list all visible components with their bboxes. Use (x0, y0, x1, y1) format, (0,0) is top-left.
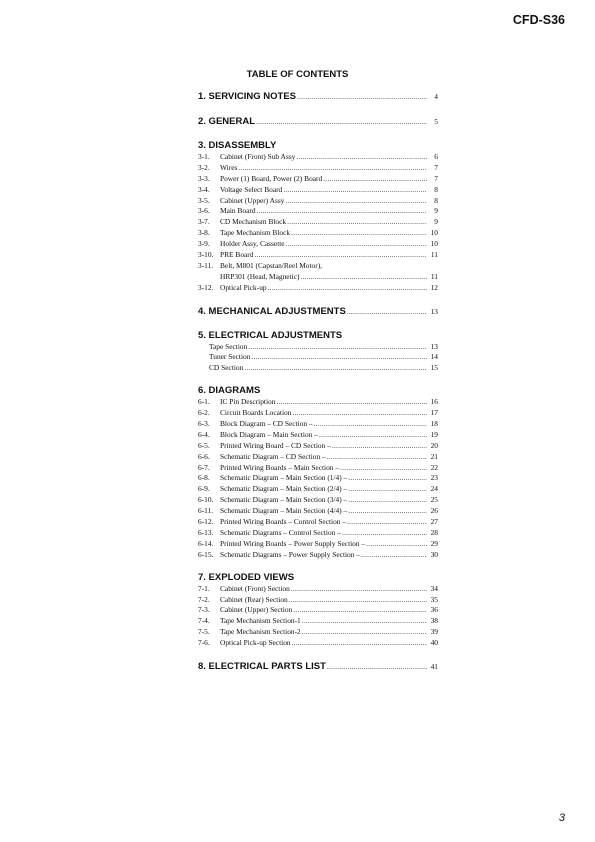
dot-leader (286, 239, 427, 250)
toc-entry-number: 3-3. (198, 173, 210, 183)
dot-leader (342, 528, 427, 539)
toc-entry-number: 3-1. (198, 152, 210, 161)
dot-leader (276, 397, 427, 408)
toc-section-electrical-parts-list (198, 660, 438, 674)
toc-entry (198, 228, 438, 239)
toc-entry-page: 41 (430, 661, 438, 671)
toc-section-mechanical-adjustments (198, 305, 438, 319)
toc-section-exploded-views (198, 572, 438, 649)
dot-leader (327, 660, 427, 674)
toc-entry (198, 261, 438, 272)
toc-entry-page: 18 (430, 419, 438, 429)
toc-entry-page: 14 (430, 352, 438, 362)
toc-entry-label: 1. SERVICING NOTES (198, 91, 297, 102)
section-heading: 6. DIAGRAMS (198, 385, 261, 397)
toc-entry-label: Tape Mechanism Section-1 (220, 616, 301, 626)
toc-entry-page: 15 (430, 363, 438, 373)
toc-entry-number: 7-3. (198, 605, 210, 615)
toc-entry-label: Tape Section (209, 341, 248, 351)
toc-entry-number: 3-5. (198, 195, 210, 205)
toc-entry-page: 38 (430, 616, 438, 626)
dot-leader (292, 408, 427, 419)
toc-entry (198, 495, 438, 506)
toc-title: TABLE OF CONTENTS (246, 69, 349, 80)
toc-entry-page: 40 (430, 638, 438, 648)
dot-leader (283, 185, 427, 196)
toc-entry-number: 3-10. (198, 250, 214, 260)
toc-entry-number: 6-3. (198, 419, 210, 429)
dot-leader (366, 539, 427, 550)
dot-leader (238, 163, 427, 174)
toc-entry-page: 13 (430, 306, 438, 316)
toc-entry (198, 352, 438, 363)
toc-entry-page: 22 (430, 462, 438, 472)
dot-leader (251, 352, 427, 363)
toc-entry (198, 616, 438, 627)
toc-entry-page: 24 (430, 484, 438, 494)
toc-entry (198, 506, 438, 517)
toc-entry-number: 3-4. (198, 184, 210, 194)
toc-entry-page: 9 (434, 206, 438, 216)
toc-entry-page: 23 (430, 473, 438, 483)
dot-leader (300, 272, 427, 283)
toc-entry-label: Schematic Diagrams – Power Supply Section – (220, 549, 360, 559)
toc-entry-number: 6-12. (198, 517, 214, 527)
dot-leader (327, 452, 427, 463)
toc-section-diagrams (198, 385, 438, 560)
table-of-contents (198, 90, 438, 685)
toc-entry-number: 3-2. (198, 162, 210, 172)
dot-leader (254, 250, 427, 261)
toc-entry-page: 19 (430, 429, 438, 439)
toc-entry-label: Schematic Diagram – Main Section (3/4) – (220, 495, 348, 505)
toc-entry-label: 2. GENERAL (198, 116, 256, 127)
toc-entry-label: Printed Wiring Boards – Control Section – (220, 517, 347, 527)
toc-entry-page: 16 (430, 397, 438, 407)
toc-entry (198, 342, 438, 353)
toc-entry-label: CD Mechanism Block (220, 217, 287, 227)
toc-section-electrical-adjustments (198, 330, 438, 375)
dot-leader (347, 305, 427, 319)
dot-leader (347, 517, 427, 528)
dot-leader (361, 550, 427, 561)
toc-entry-page: 7 (434, 173, 438, 183)
dot-leader (323, 174, 427, 185)
toc-entry (198, 528, 438, 539)
dot-leader (348, 484, 427, 495)
dot-leader (302, 627, 427, 638)
toc-entry (198, 174, 438, 185)
toc-entry (198, 517, 438, 528)
toc-entry-number: 6-9. (198, 484, 210, 494)
toc-entry-label: Tape Mechanism Section-2 (220, 627, 301, 637)
toc-entry (198, 90, 438, 104)
toc-entry-number: 3-8. (198, 228, 210, 238)
toc-entry-number: 7-6. (198, 638, 210, 648)
toc-entry-label: Block Diagram – CD Section – (220, 419, 313, 429)
toc-entry-label: Main Board (220, 206, 256, 216)
toc-entry-page: 4 (434, 92, 438, 101)
toc-entry-page: 8 (434, 184, 438, 194)
toc-entry-page: 11 (430, 271, 438, 281)
toc-entry-label: Block Diagram – Main Section – (220, 429, 318, 439)
dot-leader (296, 152, 427, 163)
section-heading: 5. ELECTRICAL ADJUSTMENTS (198, 329, 343, 341)
toc-entry-number: 3-12. (198, 282, 214, 292)
toc-entry-page: 28 (430, 527, 438, 537)
toc-entry-page: 5 (434, 117, 438, 126)
toc-entry-label: Cabinet (Upper) Section (220, 605, 293, 615)
toc-entry-page: 12 (430, 282, 438, 292)
toc-entry-label: Optical Pick-up (220, 282, 267, 292)
toc-entry (198, 419, 438, 430)
toc-entry-label: Schematic Diagram – CD Section – (220, 451, 326, 461)
dot-leader (287, 217, 427, 228)
toc-entry-page: 11 (430, 250, 438, 260)
dot-leader (291, 584, 427, 595)
toc-entry-page: 9 (434, 217, 438, 227)
toc-entry (198, 163, 438, 174)
toc-entry-label: Schematic Diagram – Main Section (1/4) – (220, 473, 348, 483)
toc-entry-number: 6-11. (198, 506, 214, 516)
toc-section-servicing-notes (198, 90, 438, 104)
toc-entry-label: IC Pin Description (220, 397, 276, 407)
toc-entry-label: Cabinet (Rear) Section (220, 594, 288, 604)
toc-entry (198, 430, 438, 441)
toc-entry-page: 21 (430, 451, 438, 461)
toc-entry-number: 6-6. (198, 451, 210, 461)
toc-entry-page: 39 (430, 627, 438, 637)
toc-entry-number: 7-4. (198, 616, 210, 626)
toc-entry (198, 397, 438, 408)
toc-entry-label: Printed Wiring Board – CD Section – (220, 440, 331, 450)
toc-entry-page: 13 (430, 341, 438, 351)
dot-leader (348, 506, 427, 517)
dot-leader (293, 605, 427, 616)
dot-leader (302, 616, 427, 627)
toc-entry-label: PRE Board (220, 250, 254, 260)
toc-entry (198, 408, 438, 419)
toc-entry (198, 441, 438, 452)
toc-entry-label: Voltage Select Board (220, 184, 283, 194)
toc-entry-page: 10 (430, 228, 438, 238)
toc-entry-page: 30 (430, 549, 438, 559)
toc-entry-label: Schematic Diagram – Main Section (2/4) – (220, 484, 348, 494)
dot-leader (340, 463, 427, 474)
toc-entry-number: 7-1. (198, 583, 210, 593)
toc-entry (198, 115, 438, 129)
toc-entry-label: HRP301 (Head, Magnetic) (220, 271, 300, 281)
toc-entry-page: 29 (430, 538, 438, 548)
toc-entry (198, 584, 438, 595)
dot-leader (292, 638, 427, 649)
dot-leader (289, 595, 427, 606)
toc-entry-label: Printed Wiring Boards – Main Section – (220, 462, 340, 472)
toc-entry (198, 484, 438, 495)
toc-entry-number: 7-2. (198, 594, 210, 604)
toc-entry (198, 539, 438, 550)
toc-entry-number: 7-5. (198, 627, 210, 637)
dot-leader (348, 495, 427, 506)
section-heading: 3. DISASSEMBLY (198, 140, 277, 151)
toc-entry-page: 7 (434, 162, 438, 172)
toc-entry-label: Tuner Section (209, 352, 251, 362)
toc-entry-number: 6-10. (198, 495, 214, 505)
dot-leader (256, 115, 427, 129)
toc-entry-page: 36 (430, 605, 438, 615)
toc-entry-label: Printed Wiring Boards – Power Supply Section – (220, 538, 366, 548)
dot-leader (319, 430, 427, 441)
toc-entry (198, 363, 438, 374)
dot-leader (268, 283, 427, 294)
toc-entry-label: Cabinet (Front) Section (220, 583, 290, 593)
toc-entry (198, 283, 438, 294)
toc-entry (198, 239, 438, 250)
toc-entry-number: 6-1. (198, 397, 210, 407)
toc-entry-number: 3-9. (198, 239, 210, 249)
toc-section-general (198, 115, 438, 129)
toc-entry (198, 463, 438, 474)
toc-entry-label: Optical Pick-up Section (220, 638, 291, 648)
toc-entry-page: 35 (430, 594, 438, 604)
toc-entry-label: Belt, M801 (Capstan/Reel Motor), (220, 260, 323, 270)
toc-entry (198, 152, 438, 163)
toc-entry-label: Power (1) Board, Power (2) Board (220, 173, 323, 183)
toc-entry-number: 6-5. (198, 440, 210, 450)
toc-entry-page: 10 (430, 239, 438, 249)
toc-entry-page: 20 (430, 440, 438, 450)
toc-entry-continued (198, 272, 438, 283)
toc-entry-label: Holder Assy, Cassette (220, 239, 285, 249)
toc-entry-page: 6 (434, 152, 438, 161)
toc-entry-page: 17 (430, 408, 438, 418)
toc-entry-label: Tape Mechanism Block (220, 228, 291, 238)
toc-entry (198, 638, 438, 649)
toc-entry-label: Circuit Boards Location (220, 408, 292, 418)
section-heading: 7. EXPLODED VIEWS (198, 571, 295, 583)
toc-entry (198, 550, 438, 561)
dot-leader (332, 441, 427, 452)
toc-entry-number: 6-15. (198, 549, 214, 559)
toc-entry (198, 660, 438, 674)
toc-entry-number: 6-14. (198, 538, 214, 548)
toc-entry-page: 25 (430, 495, 438, 505)
toc-entry-page: 26 (430, 506, 438, 516)
toc-entry (198, 185, 438, 196)
toc-entry-label: 4. MECHANICAL ADJUSTMENTS (198, 305, 346, 317)
dot-leader (244, 363, 427, 374)
toc-entry (198, 452, 438, 463)
toc-entry-number: 3-6. (198, 206, 210, 216)
toc-entry-label: 8. ELECTRICAL PARTS LIST (198, 660, 326, 672)
toc-entry-number: 3-11. (198, 260, 214, 270)
toc-entry-label: Cabinet (Upper) Assy (220, 195, 285, 205)
toc-entry (198, 196, 438, 207)
toc-entry (198, 206, 438, 217)
model-name: CFD-S36 (512, 13, 565, 27)
toc-entry (198, 217, 438, 228)
dot-leader (348, 473, 427, 484)
toc-entry-page: 8 (434, 195, 438, 205)
dot-leader (297, 90, 427, 104)
toc-entry-label: Cabinet (Front) Sub Assy (220, 152, 296, 161)
dot-leader (248, 342, 427, 353)
toc-entry (198, 250, 438, 261)
toc-entry (198, 627, 438, 638)
toc-entry-number: 6-2. (198, 408, 210, 418)
toc-entry-label: Schematic Diagrams – Control Section – (220, 527, 341, 537)
toc-entry-page: 34 (430, 583, 438, 593)
toc-entry-number: 3-7. (198, 217, 210, 227)
toc-entry-number: 6-4. (198, 429, 210, 439)
toc-entry-page: 27 (430, 517, 438, 527)
toc-entry-label: Wires (220, 162, 238, 172)
toc-entry-label: CD Section (209, 363, 244, 373)
page-number: 3 (558, 812, 565, 824)
toc-entry (198, 605, 438, 616)
dot-leader (257, 206, 427, 217)
dot-leader (314, 419, 427, 430)
toc-section-disassembly (198, 140, 438, 294)
dot-leader (291, 228, 427, 239)
toc-entry (198, 305, 438, 319)
dot-leader (285, 196, 427, 207)
toc-entry (198, 595, 438, 606)
toc-entry-number: 6-8. (198, 473, 210, 483)
toc-entry-number: 6-13. (198, 527, 214, 537)
toc-entry (198, 473, 438, 484)
toc-entry-label: Schematic Diagram – Main Section (4/4) – (220, 506, 348, 516)
toc-entry-number: 6-7. (198, 462, 210, 472)
